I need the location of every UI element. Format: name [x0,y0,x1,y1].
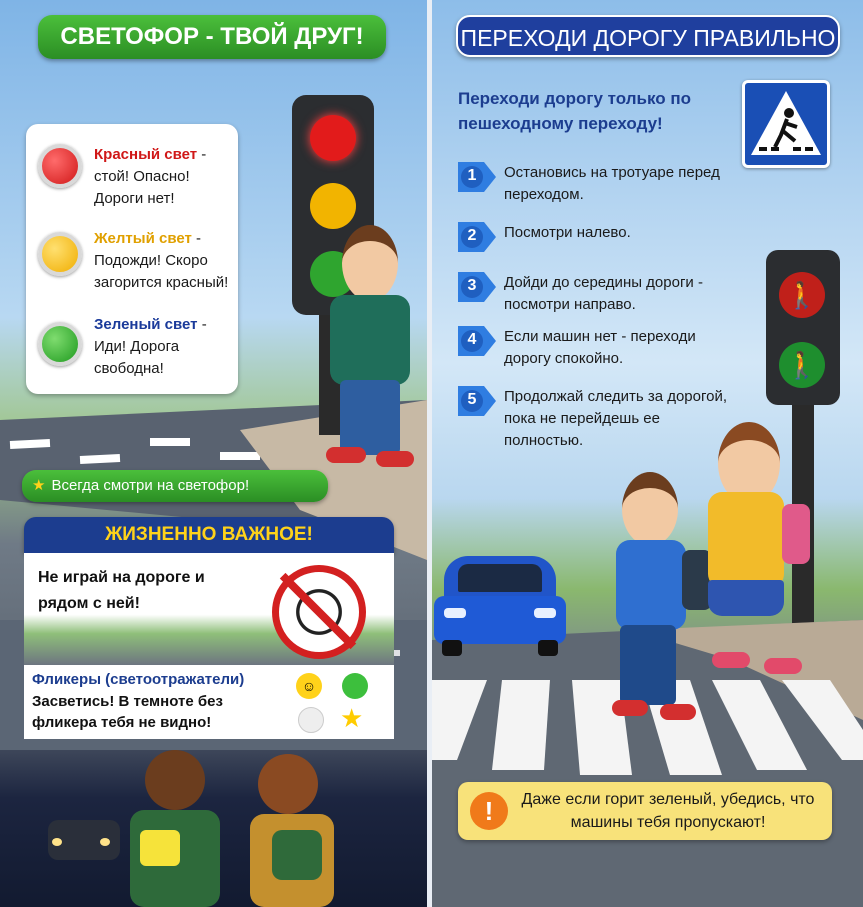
yellow-light-name: Желтый свет [94,230,192,247]
star-badge-icon: ★ [340,703,364,733]
right-title-banner [456,15,840,57]
red-light-text: Красный свет - стой! Опасно! Дороги нет! [94,146,207,207]
left-title: СВЕТОФОР - ТВОЙ ДРУГ! [60,23,364,50]
step-1-number: 1 [467,167,477,184]
step-3-number: 3 [467,277,477,294]
green-light-icon [38,322,82,366]
right-panel [432,0,863,907]
no-play-card [24,553,394,665]
boy-illustration [320,225,420,475]
important-title-banner [24,517,394,553]
smiley-icon: ☺ [296,673,322,699]
hand-icon [342,673,368,699]
step-1-text: Остановись на тротуаре перед переходом. [504,164,720,203]
red-light-name: Красный свет [94,146,198,163]
yellow-light-icon [38,232,82,276]
left-panel [0,0,427,907]
flicker-title: Фликеры (светоотражатели) [32,671,245,688]
green-light-desc: Иди! Дорога свободна! [94,338,180,377]
reminder-text: Всегда смотри на светофор! [51,477,250,494]
step-4-text: Если машин нет - переходи дорогу спокойно. [504,328,696,367]
step-5-number: 5 [467,391,477,408]
intro-text: Переходи дорогу только по пешеходному переходу! [458,89,692,133]
step-2-number: 2 [467,227,477,244]
flicker-text: Засветись! В темноте без фликера тебя не видно! [32,693,223,731]
step-3-text: Дойди до середины дороги - посмотри направо. [504,274,703,313]
bear-icon [298,707,324,733]
crosswalk-sign-icon [742,80,830,168]
traffic-lights-card [26,124,238,394]
walking-kids-illustration [612,420,812,730]
exclamation-icon: ! [470,792,508,830]
no-play-text: Не играй на дороге и рядом с ней! [38,569,205,612]
red-light-icon [38,144,82,188]
red-light-desc: стой! Опасно! Дороги нет! [94,168,190,207]
warning-box [458,782,832,840]
green-light-name: Зеленый свет [94,316,198,333]
right-title: ПЕРЕХОДИ ДОРОГУ ПРАВИЛЬНО [460,25,836,51]
step-5-text: Продолжай следить за дорогой, пока не перейдешь ее полностью. [504,388,728,449]
green-light-text: Зеленый свет - Иди! Дорога свободна! [94,316,207,377]
warning-text: Даже если горит зеленый, убедись, что машины тебя пропускают! [521,791,815,831]
yellow-light-desc: Подожди! Скоро загорится красный! [94,252,229,291]
important-title: ЖИЗНЕННО ВАЖНОЕ! [105,524,313,545]
step-2-text: Посмотри налево. [504,224,631,241]
reminder-banner [22,470,328,502]
blue-car-illustration [434,556,566,656]
yellow-light-text: Желтый свет - Подожди! Скоро загорится красный! [94,230,229,291]
star-icon: ★ [32,477,46,494]
night-kids-illustration [0,740,427,907]
important-section [24,517,394,739]
flicker-card [24,665,394,739]
step-4-number: 4 [467,331,477,348]
left-title-banner [38,15,386,59]
pedestrian-light-illustration: 🚶 🚶 [760,250,850,645]
